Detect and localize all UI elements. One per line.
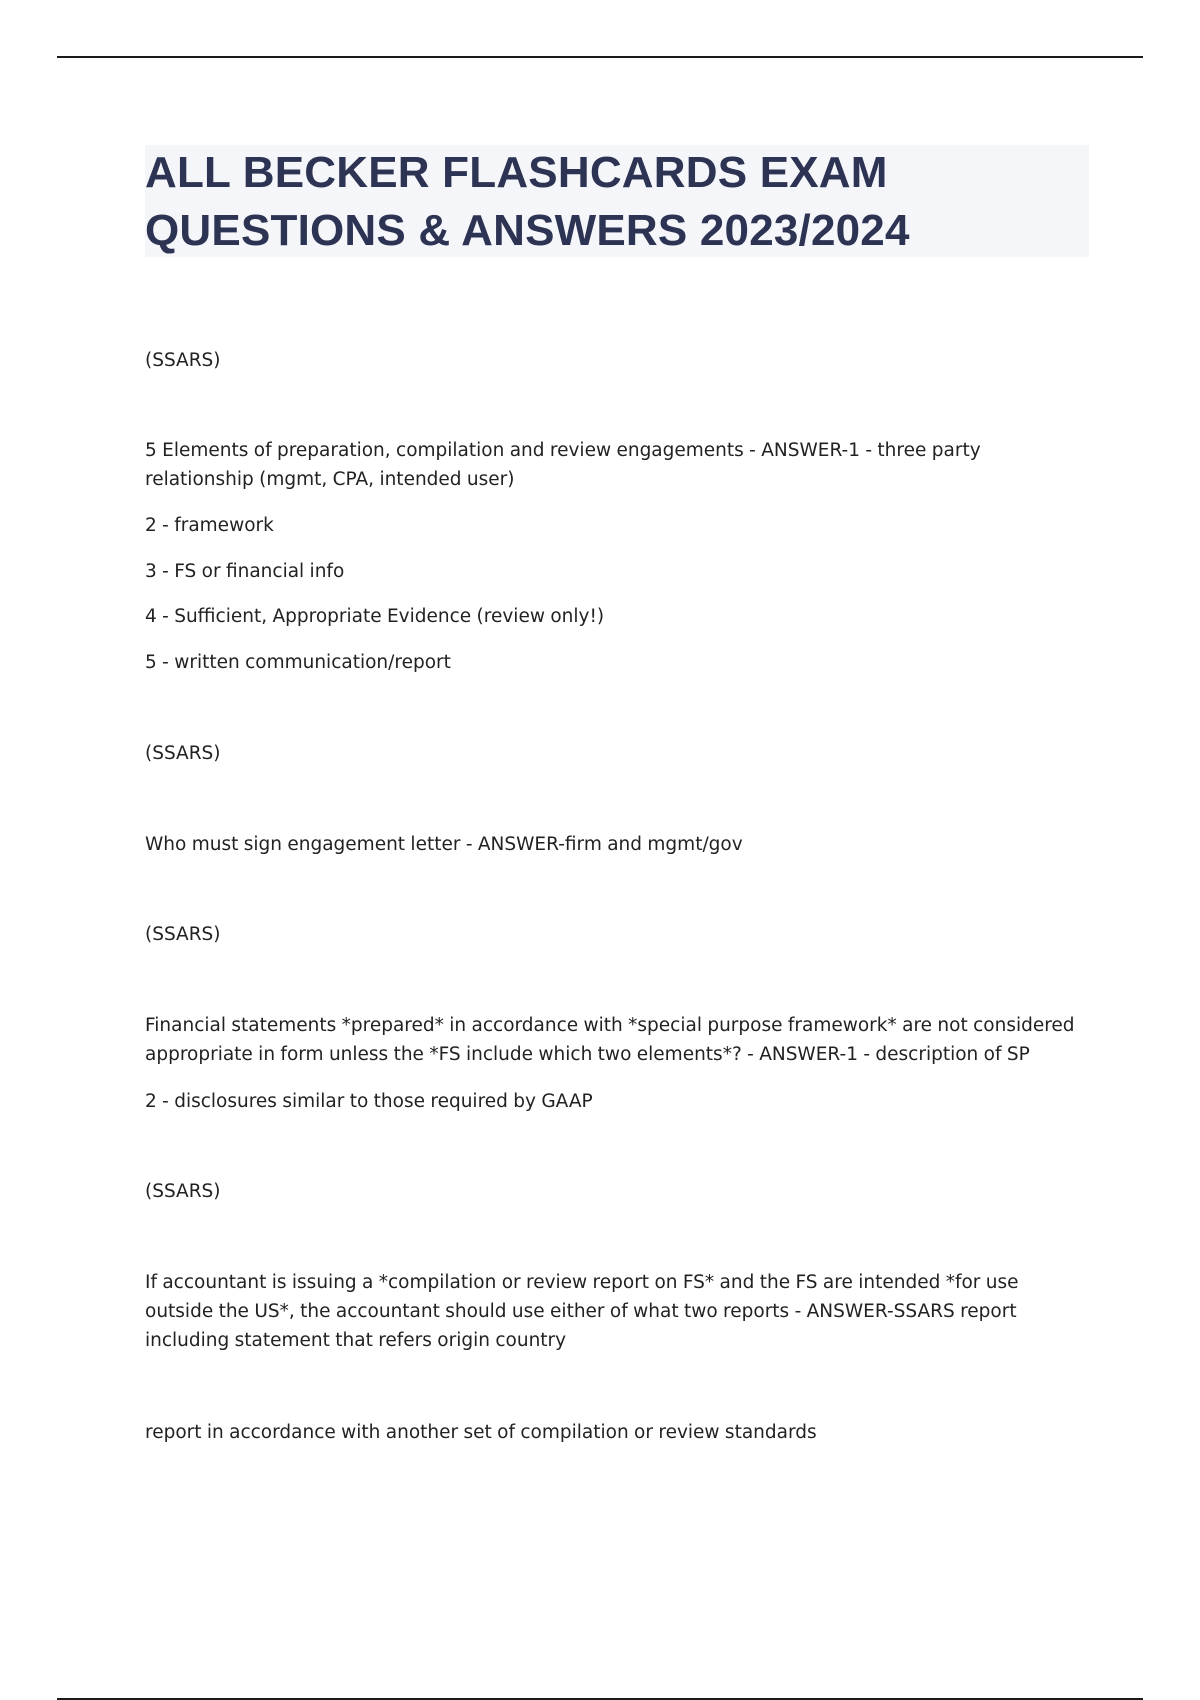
- title-line-1: ALL BECKER FLASHCARDS EXAM: [145, 148, 888, 197]
- section-label: (SSARS): [145, 743, 221, 764]
- flashcard-question: If accountant is issuing a *compilation or review report on FS* and the FS are intended *for use outside the US*, the accountant should use either of what two reports - ANSWER-SSARS report including statement that refers origin country: [145, 1272, 1019, 1351]
- flashcard-answer-line: report in accordance with another set of compilation or review standards: [145, 1422, 817, 1443]
- title-banner: [145, 145, 1089, 257]
- top-rule: [57, 56, 1143, 58]
- flashcard-answer-line: 2 - disclosures similar to those required by GAAP: [145, 1091, 593, 1112]
- section-label: (SSARS): [145, 1181, 221, 1202]
- title-line-2: QUESTIONS & ANSWERS 2023/2024: [145, 206, 910, 255]
- flashcard-question: Financial statements *prepared* in accordance with *special purpose framework* are not considered appropriate in form unless the *FS include which two elements*? - ANSWER-1 - description of SP: [145, 1015, 1075, 1065]
- flashcard-answer-line: 3 - FS or financial info: [145, 561, 345, 582]
- flashcard-answer-line: 4 - Sufficient, Appropriate Evidence (review only!): [145, 606, 605, 627]
- flashcard-question: Who must sign engagement letter - ANSWER-firm and mgmt/gov: [145, 834, 743, 855]
- flashcard-answer-line: 5 - written communication/report: [145, 652, 451, 673]
- section-label: (SSARS): [145, 924, 221, 945]
- flashcard-question: 5 Elements of preparation, compilation and review engagements - ANSWER-1 - three party relationship (mgmt, CPA, intended user): [145, 440, 981, 490]
- document-title: [145, 144, 1089, 260]
- section-label: (SSARS): [145, 350, 221, 371]
- flashcard-answer-line: 2 - framework: [145, 515, 274, 536]
